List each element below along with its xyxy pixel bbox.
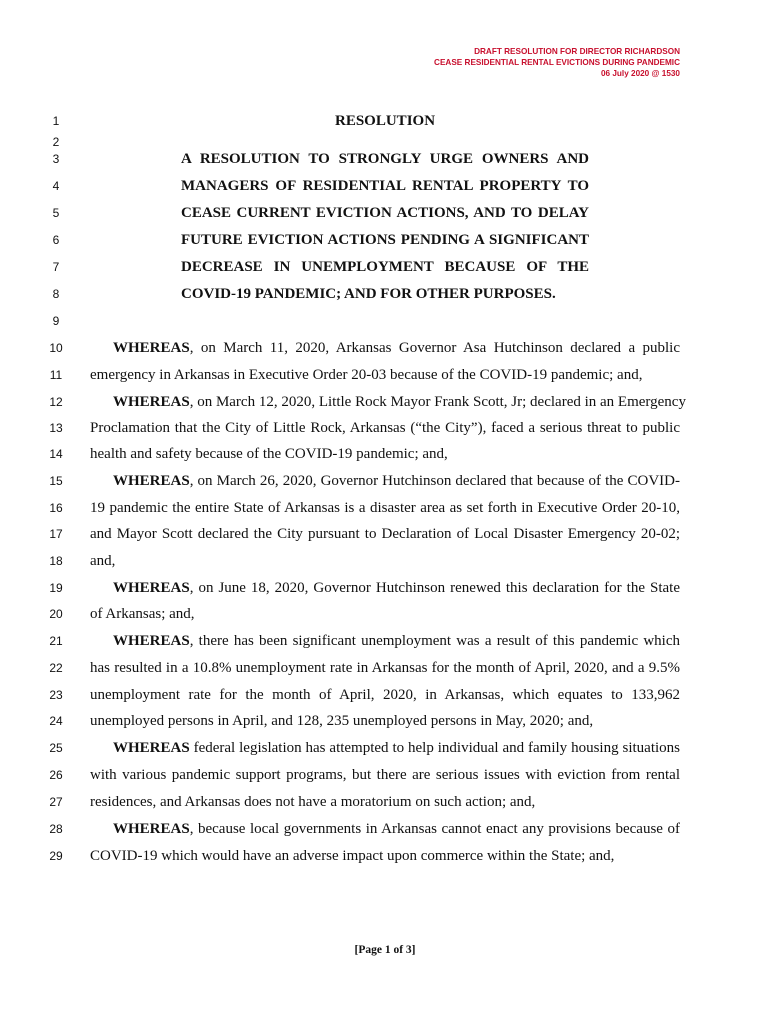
body-line: health and safety because of the COVID-19 pandemic; and, bbox=[90, 446, 448, 462]
line-number: 21 bbox=[49, 634, 63, 648]
line-number: 12 bbox=[49, 395, 63, 409]
line-6 bbox=[0, 229, 770, 251]
draft-header bbox=[434, 46, 680, 79]
body-line bbox=[113, 737, 680, 759]
body-text: federal legislation has attempted to help individual and family housing situations bbox=[189, 740, 680, 756]
body-line: of Arkansas; and, bbox=[90, 606, 195, 622]
line-23 bbox=[0, 684, 770, 706]
body-line bbox=[113, 337, 680, 359]
line-number: 1 bbox=[52, 114, 60, 128]
body-line: with various pandemic support programs, but there are serious issues with eviction from rental bbox=[90, 767, 680, 783]
body-line bbox=[113, 630, 680, 652]
line-19 bbox=[0, 577, 770, 599]
body-line bbox=[113, 391, 686, 413]
line-number: 3 bbox=[52, 152, 60, 166]
header-line-1: DRAFT RESOLUTION FOR DIRECTOR RICHARDSON bbox=[474, 47, 680, 56]
line-4 bbox=[0, 175, 770, 197]
subtitle-line: MANAGERS OF RESIDENTIAL RENTAL PROPERTY TO bbox=[181, 178, 589, 194]
header-line-3: 06 July 2020 @ 1530 bbox=[600, 69, 680, 78]
line-24 bbox=[0, 710, 770, 732]
body-text: , on June 18, 2020, Governor Hutchinson renewed this declaration for the State bbox=[189, 580, 680, 596]
line-22 bbox=[0, 657, 770, 679]
whereas-keyword: WHEREAS bbox=[113, 740, 190, 756]
resolution-title: RESOLUTION bbox=[335, 113, 436, 129]
body-text: , on March 12, 2020, Little Rock Mayor Frank Scott, Jr; declared in an Emergency bbox=[189, 394, 686, 410]
line-number: 11 bbox=[49, 368, 63, 382]
line-18 bbox=[0, 550, 770, 572]
body-line: Proclamation that the City of Little Rock, Arkansas (“the City”), faced a serious threat to public bbox=[90, 420, 680, 436]
header-line-2: CEASE RESIDENTIAL RENTAL EVICTIONS DURING PANDEMIC bbox=[434, 58, 680, 67]
line-21 bbox=[0, 630, 770, 652]
subtitle-line: A RESOLUTION TO STRONGLY URGE OWNERS AND bbox=[181, 151, 589, 167]
subtitle-line: COVID-19 PANDEMIC; AND FOR OTHER PURPOSES. bbox=[181, 286, 556, 302]
line-26 bbox=[0, 764, 770, 786]
line-8 bbox=[0, 283, 770, 305]
body-line: and Mayor Scott declared the City pursuant to Declaration of Local Disaster Emergency 20-02; bbox=[90, 526, 680, 542]
line-number: 29 bbox=[49, 849, 63, 863]
line-9 bbox=[0, 310, 770, 332]
body-line: unemployed persons in April, and 128, 235 unemployed persons in May, 2020; and, bbox=[90, 713, 594, 729]
page-footer: [Page 1 of 3] bbox=[354, 944, 416, 956]
body-text: , there has been significant unemployment was a result of this pandemic which bbox=[189, 633, 680, 649]
whereas-keyword: WHEREAS bbox=[113, 394, 190, 410]
line-3 bbox=[0, 148, 770, 170]
line-number: 20 bbox=[49, 607, 63, 621]
body-line: unemployment rate for the month of April, 2020, in Arkansas, which equates to 133,962 bbox=[90, 687, 680, 703]
line-number: 19 bbox=[49, 581, 63, 595]
line-16 bbox=[0, 497, 770, 519]
line-number: 26 bbox=[49, 768, 63, 782]
body-text: , because local governments in Arkansas cannot enact any provisions because of bbox=[189, 821, 680, 837]
line-number: 15 bbox=[49, 474, 63, 488]
line-15 bbox=[0, 470, 770, 492]
line-number: 8 bbox=[52, 287, 60, 301]
whereas-keyword: WHEREAS bbox=[113, 633, 190, 649]
line-number: 28 bbox=[49, 822, 63, 836]
line-13 bbox=[0, 417, 770, 439]
line-number: 23 bbox=[49, 688, 63, 702]
body-line: 19 pandemic the entire State of Arkansas is a disaster area as set forth in Executive Order 20-10, bbox=[90, 500, 680, 516]
line-29 bbox=[0, 845, 770, 867]
line-27 bbox=[0, 791, 770, 813]
whereas-keyword: WHEREAS bbox=[113, 473, 190, 489]
line-28 bbox=[0, 818, 770, 840]
body-text: , on March 11, 2020, Arkansas Governor Asa Hutchinson declared a public bbox=[189, 340, 680, 356]
line-number: 6 bbox=[52, 233, 60, 247]
line-number: 13 bbox=[49, 421, 63, 435]
line-number: 4 bbox=[52, 179, 60, 193]
subtitle-line: CEASE CURRENT EVICTION ACTIONS, AND TO DELAY bbox=[181, 205, 589, 221]
line-17 bbox=[0, 523, 770, 545]
body-line bbox=[113, 577, 680, 599]
line-1 bbox=[0, 110, 770, 132]
whereas-keyword: WHEREAS bbox=[113, 340, 190, 356]
line-number: 9 bbox=[52, 314, 60, 328]
subtitle-line: DECREASE IN UNEMPLOYMENT BECAUSE OF THE bbox=[181, 259, 589, 275]
whereas-keyword: WHEREAS bbox=[113, 821, 190, 837]
line-number: 7 bbox=[52, 260, 60, 274]
line-5 bbox=[0, 202, 770, 224]
line-14 bbox=[0, 443, 770, 465]
line-20 bbox=[0, 603, 770, 625]
whereas-keyword: WHEREAS bbox=[113, 580, 190, 596]
line-number: 27 bbox=[49, 795, 63, 809]
line-10 bbox=[0, 337, 770, 359]
line-number: 16 bbox=[49, 501, 63, 515]
line-7 bbox=[0, 256, 770, 278]
line-number: 2 bbox=[52, 135, 60, 149]
line-number: 22 bbox=[49, 661, 63, 675]
body-line: residences, and Arkansas does not have a moratorium on such action; and, bbox=[90, 794, 536, 810]
line-number: 18 bbox=[49, 554, 63, 568]
body-line: emergency in Arkansas in Executive Order 20-03 because of the COVID-19 pandemic; and, bbox=[90, 367, 643, 383]
line-number: 14 bbox=[49, 447, 63, 461]
subtitle-line: FUTURE EVICTION ACTIONS PENDING A SIGNIFICANT bbox=[181, 232, 589, 248]
line-number: 25 bbox=[49, 741, 63, 755]
body-text: , on March 26, 2020, Governor Hutchinson declared that because of the COVID- bbox=[189, 473, 680, 489]
body-line: has resulted in a 10.8% unemployment rate in Arkansas for the month of April, 2020, and a 9.5% bbox=[90, 660, 680, 676]
body-line bbox=[113, 470, 680, 492]
line-number: 24 bbox=[49, 714, 63, 728]
line-number: 17 bbox=[49, 527, 63, 541]
body-line: and, bbox=[90, 553, 116, 569]
line-11 bbox=[0, 364, 770, 386]
line-12 bbox=[0, 391, 770, 413]
body-line: COVID-19 which would have an adverse impact upon commerce within the State; and, bbox=[90, 848, 615, 864]
body-line bbox=[113, 818, 680, 840]
line-number: 5 bbox=[52, 206, 60, 220]
line-25 bbox=[0, 737, 770, 759]
line-number: 10 bbox=[49, 341, 63, 355]
